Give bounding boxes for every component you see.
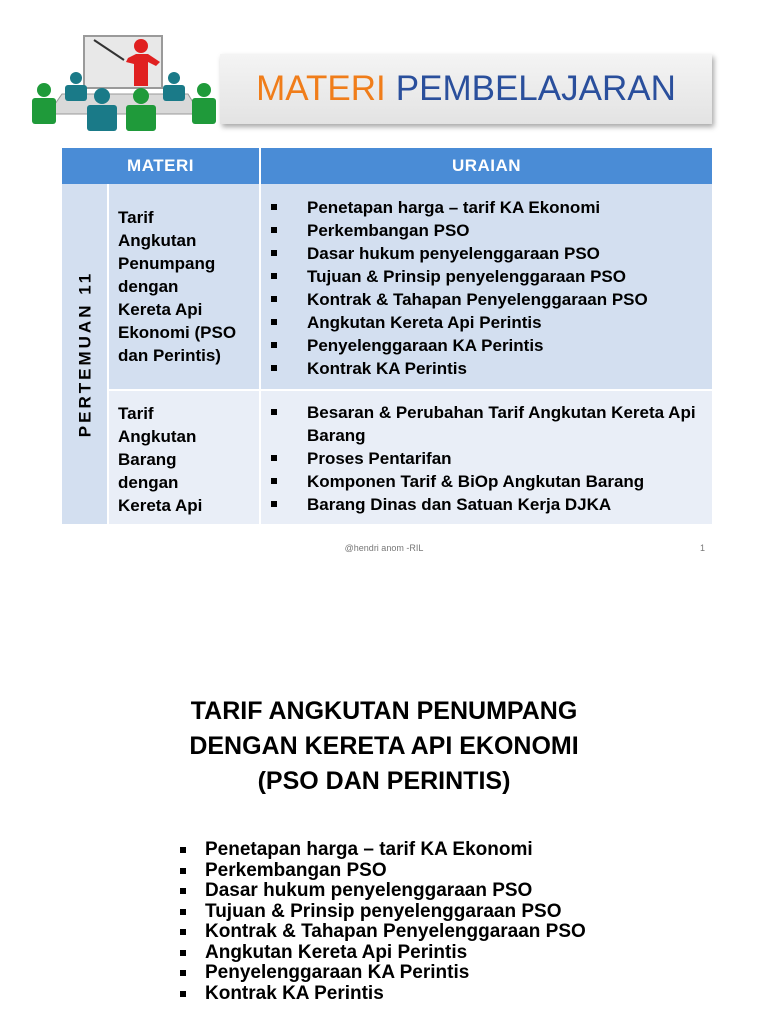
- list-item: Tujuan & Prinsip penyelenggaraan PSO: [269, 265, 706, 288]
- footer-credit: @hendri anom -RIL: [344, 543, 424, 553]
- materi-line: Penumpang: [118, 254, 216, 273]
- uraian-list: [269, 401, 706, 516]
- materi-line: Tarif: [118, 404, 154, 423]
- materi-cell: [108, 184, 260, 390]
- list-item: Angkutan Kereta Api Perintis: [269, 311, 706, 334]
- pertemuan-cell: [62, 184, 108, 524]
- uraian-cell: [260, 184, 712, 390]
- table-header-row: [62, 148, 712, 184]
- uraian-list: [269, 196, 706, 380]
- materi-table: [62, 148, 712, 524]
- table-row: [62, 184, 712, 390]
- list-item: Penyelenggaraan KA Perintis: [269, 334, 706, 357]
- uraian-cell: [260, 390, 712, 524]
- list-item: Proses Pentarifan: [269, 447, 706, 470]
- materi-line: dengan: [118, 277, 179, 296]
- header-materi: MATERI: [62, 148, 260, 184]
- title-line: (PSO DAN PERINTIS): [257, 767, 511, 795]
- list-item: Kontrak KA Perintis: [178, 984, 618, 1005]
- list-item: Besaran & Perubahan Tarif Angkutan Kereta Api Barang: [269, 401, 706, 447]
- list-item: Dasar hukum penyelenggaraan PSO: [269, 242, 706, 265]
- list-item: Angkutan Kereta Api Perintis: [178, 943, 618, 964]
- list-item: Kontrak & Tahapan Penyelenggaraan PSO: [178, 922, 618, 943]
- page-number: 1: [700, 543, 706, 553]
- list-item: Komponen Tarif & BiOp Angkutan Barang: [269, 470, 706, 493]
- list-item: Perkembangan PSO: [178, 861, 618, 882]
- header-uraian: URAIAN: [260, 148, 712, 184]
- pertemuan-label: PERTEMUAN 11: [75, 270, 94, 438]
- materi-line: Ekonomi (PSO: [118, 323, 237, 342]
- materi-line: Kereta Api: [118, 300, 203, 319]
- materi-line: Tarif: [118, 208, 154, 227]
- list-item: Tujuan & Prinsip penyelenggaraan PSO: [178, 902, 618, 923]
- list-item: Penyelenggaraan KA Perintis: [178, 963, 618, 984]
- slide-2-title: [0, 694, 768, 799]
- materi-line: dan Perintis): [118, 346, 221, 365]
- list-item: Dasar hukum penyelenggaraan PSO: [178, 881, 618, 902]
- table-row: [62, 390, 712, 524]
- list-item: Perkembangan PSO: [269, 219, 706, 242]
- classroom-presenter-icon: [28, 32, 220, 132]
- list-item: Kontrak & Tahapan Penyelenggaraan PSO: [269, 288, 706, 311]
- materi-line: Angkutan: [118, 427, 197, 446]
- materi-line: Angkutan: [118, 231, 197, 250]
- materi-cell: [108, 390, 260, 524]
- title-part-2: PEMBELAJARAN: [395, 69, 676, 108]
- slide-title: [220, 54, 712, 124]
- materi-line: Kereta Api: [118, 496, 203, 515]
- slide-2-bullets: [178, 840, 618, 1004]
- slide-2: [0, 570, 768, 1024]
- materi-line: Barang: [118, 450, 177, 469]
- title-line: TARIF ANGKUTAN PENUMPANG: [190, 697, 578, 725]
- title-part-1: MATERI: [256, 69, 386, 108]
- list-item: Penetapan harga – tarif KA Ekonomi: [269, 196, 706, 219]
- list-item: Penetapan harga – tarif KA Ekonomi: [178, 840, 618, 861]
- title-line: DENGAN KERETA API EKONOMI: [189, 732, 579, 760]
- list-item: Barang Dinas dan Satuan Kerja DJKA: [269, 493, 706, 516]
- list-item: Kontrak KA Perintis: [269, 357, 706, 380]
- materi-line: dengan: [118, 473, 179, 492]
